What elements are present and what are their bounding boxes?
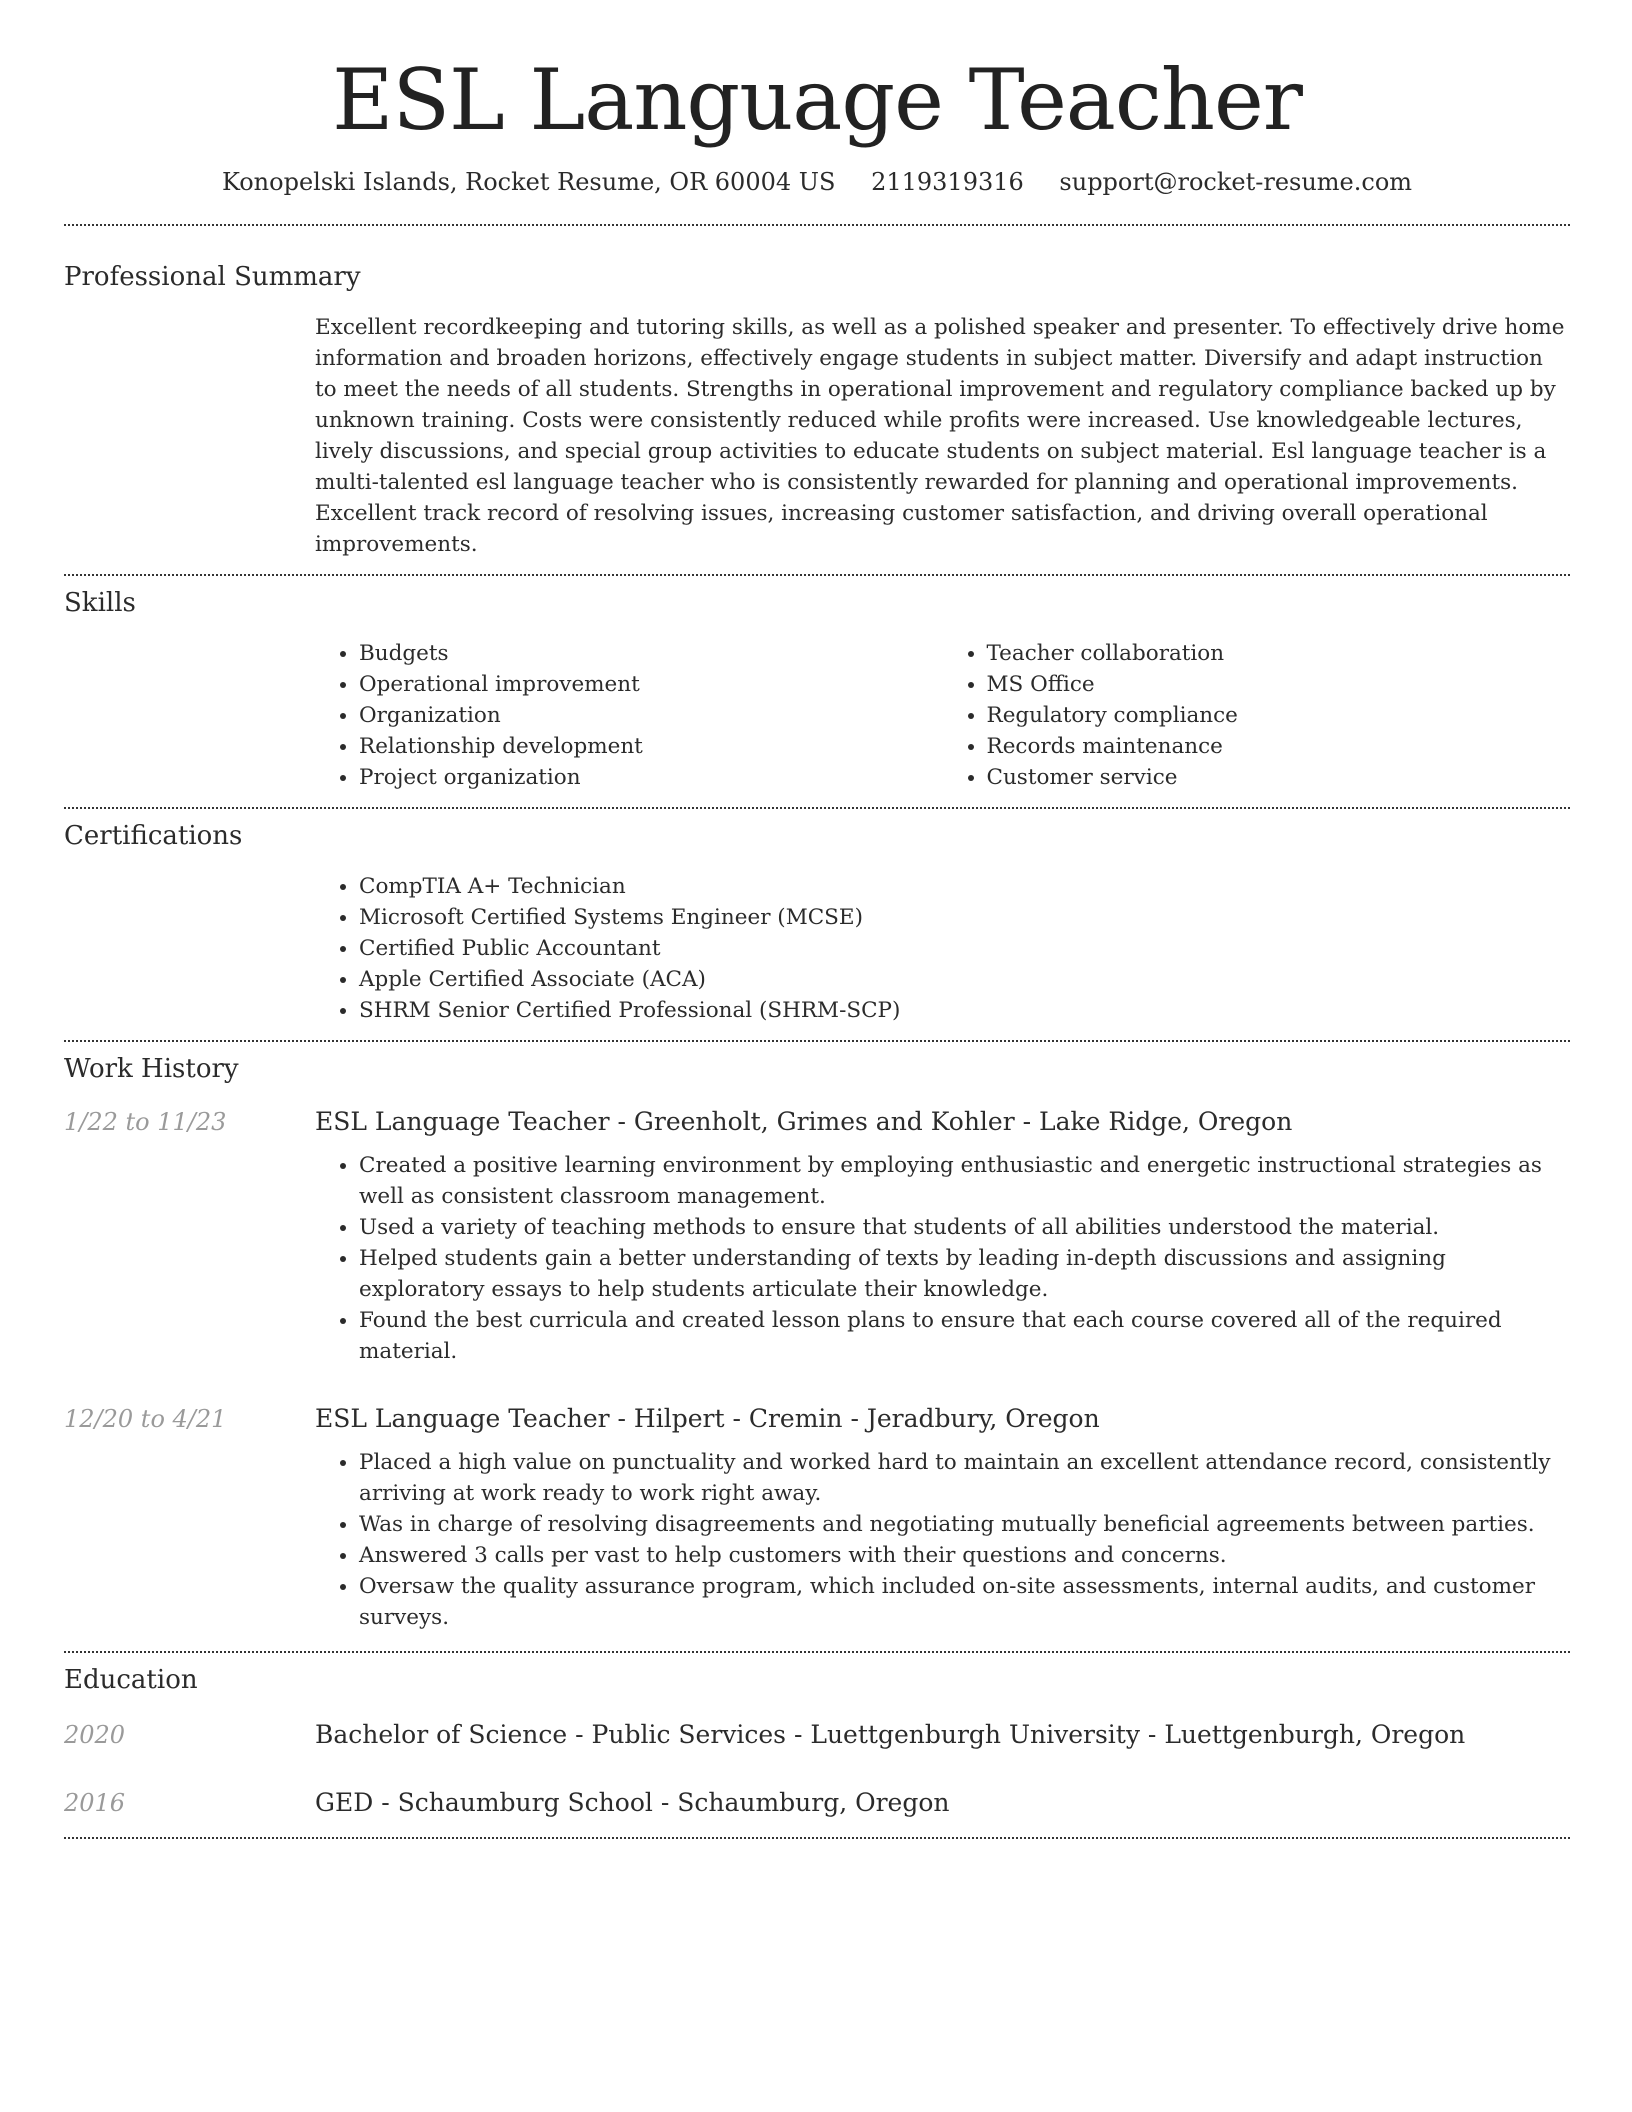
work-entry-body — [315, 1403, 1570, 1633]
education-entry — [64, 1719, 1570, 1751]
skills-grid — [315, 638, 1570, 793]
summary-text: Excellent recordkeeping and tutoring skills, as well as a polished speaker and presenter. To effectively drive home information and broaden horizons, effectively engage students in subject matter. Diversify and adapt instruction to meet the needs of all students. Strengths in operational improvement and regulatory compliance backed up by unknown training. Costs were consistently reduced while profits were increased. Use knowledgeable lectures, lively discussions, and special group activities to educate students on subject material. Esl language teacher is a multi-talented esl language teacher who is consistently rewarded for planning and operational improvements. Excellent track record of resolving issues, increasing customer satisfaction, and driving overall operational improvements. — [315, 315, 1565, 557]
certifications-body — [315, 871, 1570, 1026]
resume-page — [64, 0, 1570, 1839]
skill-item: • MS Office — [987, 669, 1571, 700]
work-bullet: • Placed a high value on punctuality and worked hard to maintain an excellent attendance record, consistently arriving at work ready to work right away. — [359, 1447, 1570, 1509]
section-title-work: Work History — [64, 1054, 239, 1084]
work-bullets — [315, 1150, 1570, 1367]
skill-item: • Organization — [359, 700, 943, 731]
education-section — [64, 1653, 1570, 1819]
work-heading: ESL Language Teacher - Greenholt, Grimes and Kohler - Lake Ridge, Oregon — [315, 1107, 1293, 1136]
certification-item: • SHRM Senior Certified Professional (SHRM-SCP) — [359, 995, 1570, 1026]
work-dates: 1/22 to 11/23 — [64, 1108, 227, 1136]
certifications-list — [315, 871, 1570, 1026]
education-year: 2016 — [64, 1789, 126, 1817]
work-bullet: • Found the best curricula and created lesson plans to ensure that each course covered all of the required material. — [359, 1305, 1570, 1367]
work-bullet: • Was in charge of resolving disagreements and negotiating mutually beneficial agreements between parties. — [359, 1509, 1570, 1540]
skill-item: • Customer service — [987, 762, 1571, 793]
work-heading: ESL Language Teacher - Hilpert - Cremin - Jeradbury, Oregon — [315, 1404, 1100, 1433]
contact-line — [64, 166, 1570, 198]
work-entry — [64, 1403, 1570, 1633]
section-title-summary: Professional Summary — [64, 262, 361, 292]
section-title-skills: Skills — [64, 588, 136, 618]
certification-item: • Microsoft Certified Systems Engineer (MCSE) — [359, 902, 1570, 933]
contact-address: Konopelski Islands, Rocket Resume, OR 60004 US — [221, 168, 836, 196]
work-bullet: • Answered 3 calls per vast to help customers with their questions and concerns. — [359, 1540, 1570, 1571]
contact-email: support@rocket-resume.com — [1059, 168, 1413, 196]
work-bullet: • Helped students gain a better understanding of texts by leading in-depth discussions and assigning exploratory essays to help students articulate their knowledge. — [359, 1243, 1570, 1305]
skill-item: • Records maintenance — [987, 731, 1571, 762]
section-divider — [64, 1837, 1570, 1839]
education-text: Bachelor of Science - Public Services - Luettgenburgh University - Luettgenburgh, Oregon — [315, 1720, 1466, 1749]
skill-item: • Project organization — [359, 762, 943, 793]
work-bullet: • Oversaw the quality assurance program, which included on-site assessments, internal audits, and customer surveys. — [359, 1571, 1570, 1633]
skill-item: • Operational improvement — [359, 669, 943, 700]
education-entry — [64, 1787, 1570, 1819]
skills-list-left — [315, 638, 943, 793]
skill-item: • Relationship development — [359, 731, 943, 762]
skills-list-right — [943, 638, 1571, 793]
certification-item: • CompTIA A+ Technician — [359, 871, 1570, 902]
work-bullet: • Used a variety of teaching methods to ensure that students of all abilities understood the material. — [359, 1212, 1570, 1243]
certification-item: • Certified Public Accountant — [359, 933, 1570, 964]
resume-name: ESL Language Teacher — [332, 51, 1302, 149]
education-text: GED - Schaumburg School - Schaumburg, Oregon — [315, 1788, 950, 1817]
work-section — [64, 1042, 1570, 1633]
section-title-certifications: Certifications — [64, 821, 243, 851]
work-entry-body — [315, 1106, 1570, 1367]
work-bullet: • Created a positive learning environment by employing enthusiastic and energetic instructional strategies as well as consistent classroom management. — [359, 1150, 1570, 1212]
skill-item: • Budgets — [359, 638, 943, 669]
summary-body — [315, 312, 1570, 560]
skills-section — [64, 576, 1570, 793]
contact-phone: 2119319316 — [871, 168, 1024, 196]
summary-section — [64, 226, 1570, 560]
work-bullets — [315, 1447, 1570, 1633]
skill-item: • Regulatory compliance — [987, 700, 1571, 731]
skill-item: • Teacher collaboration — [987, 638, 1571, 669]
education-year: 2020 — [64, 1721, 126, 1749]
certifications-section — [64, 809, 1570, 1026]
certification-item: • Apple Certified Associate (ACA) — [359, 964, 1570, 995]
work-entry — [64, 1106, 1570, 1367]
work-dates: 12/20 to 4/21 — [64, 1405, 227, 1433]
section-title-education: Education — [64, 1665, 198, 1695]
